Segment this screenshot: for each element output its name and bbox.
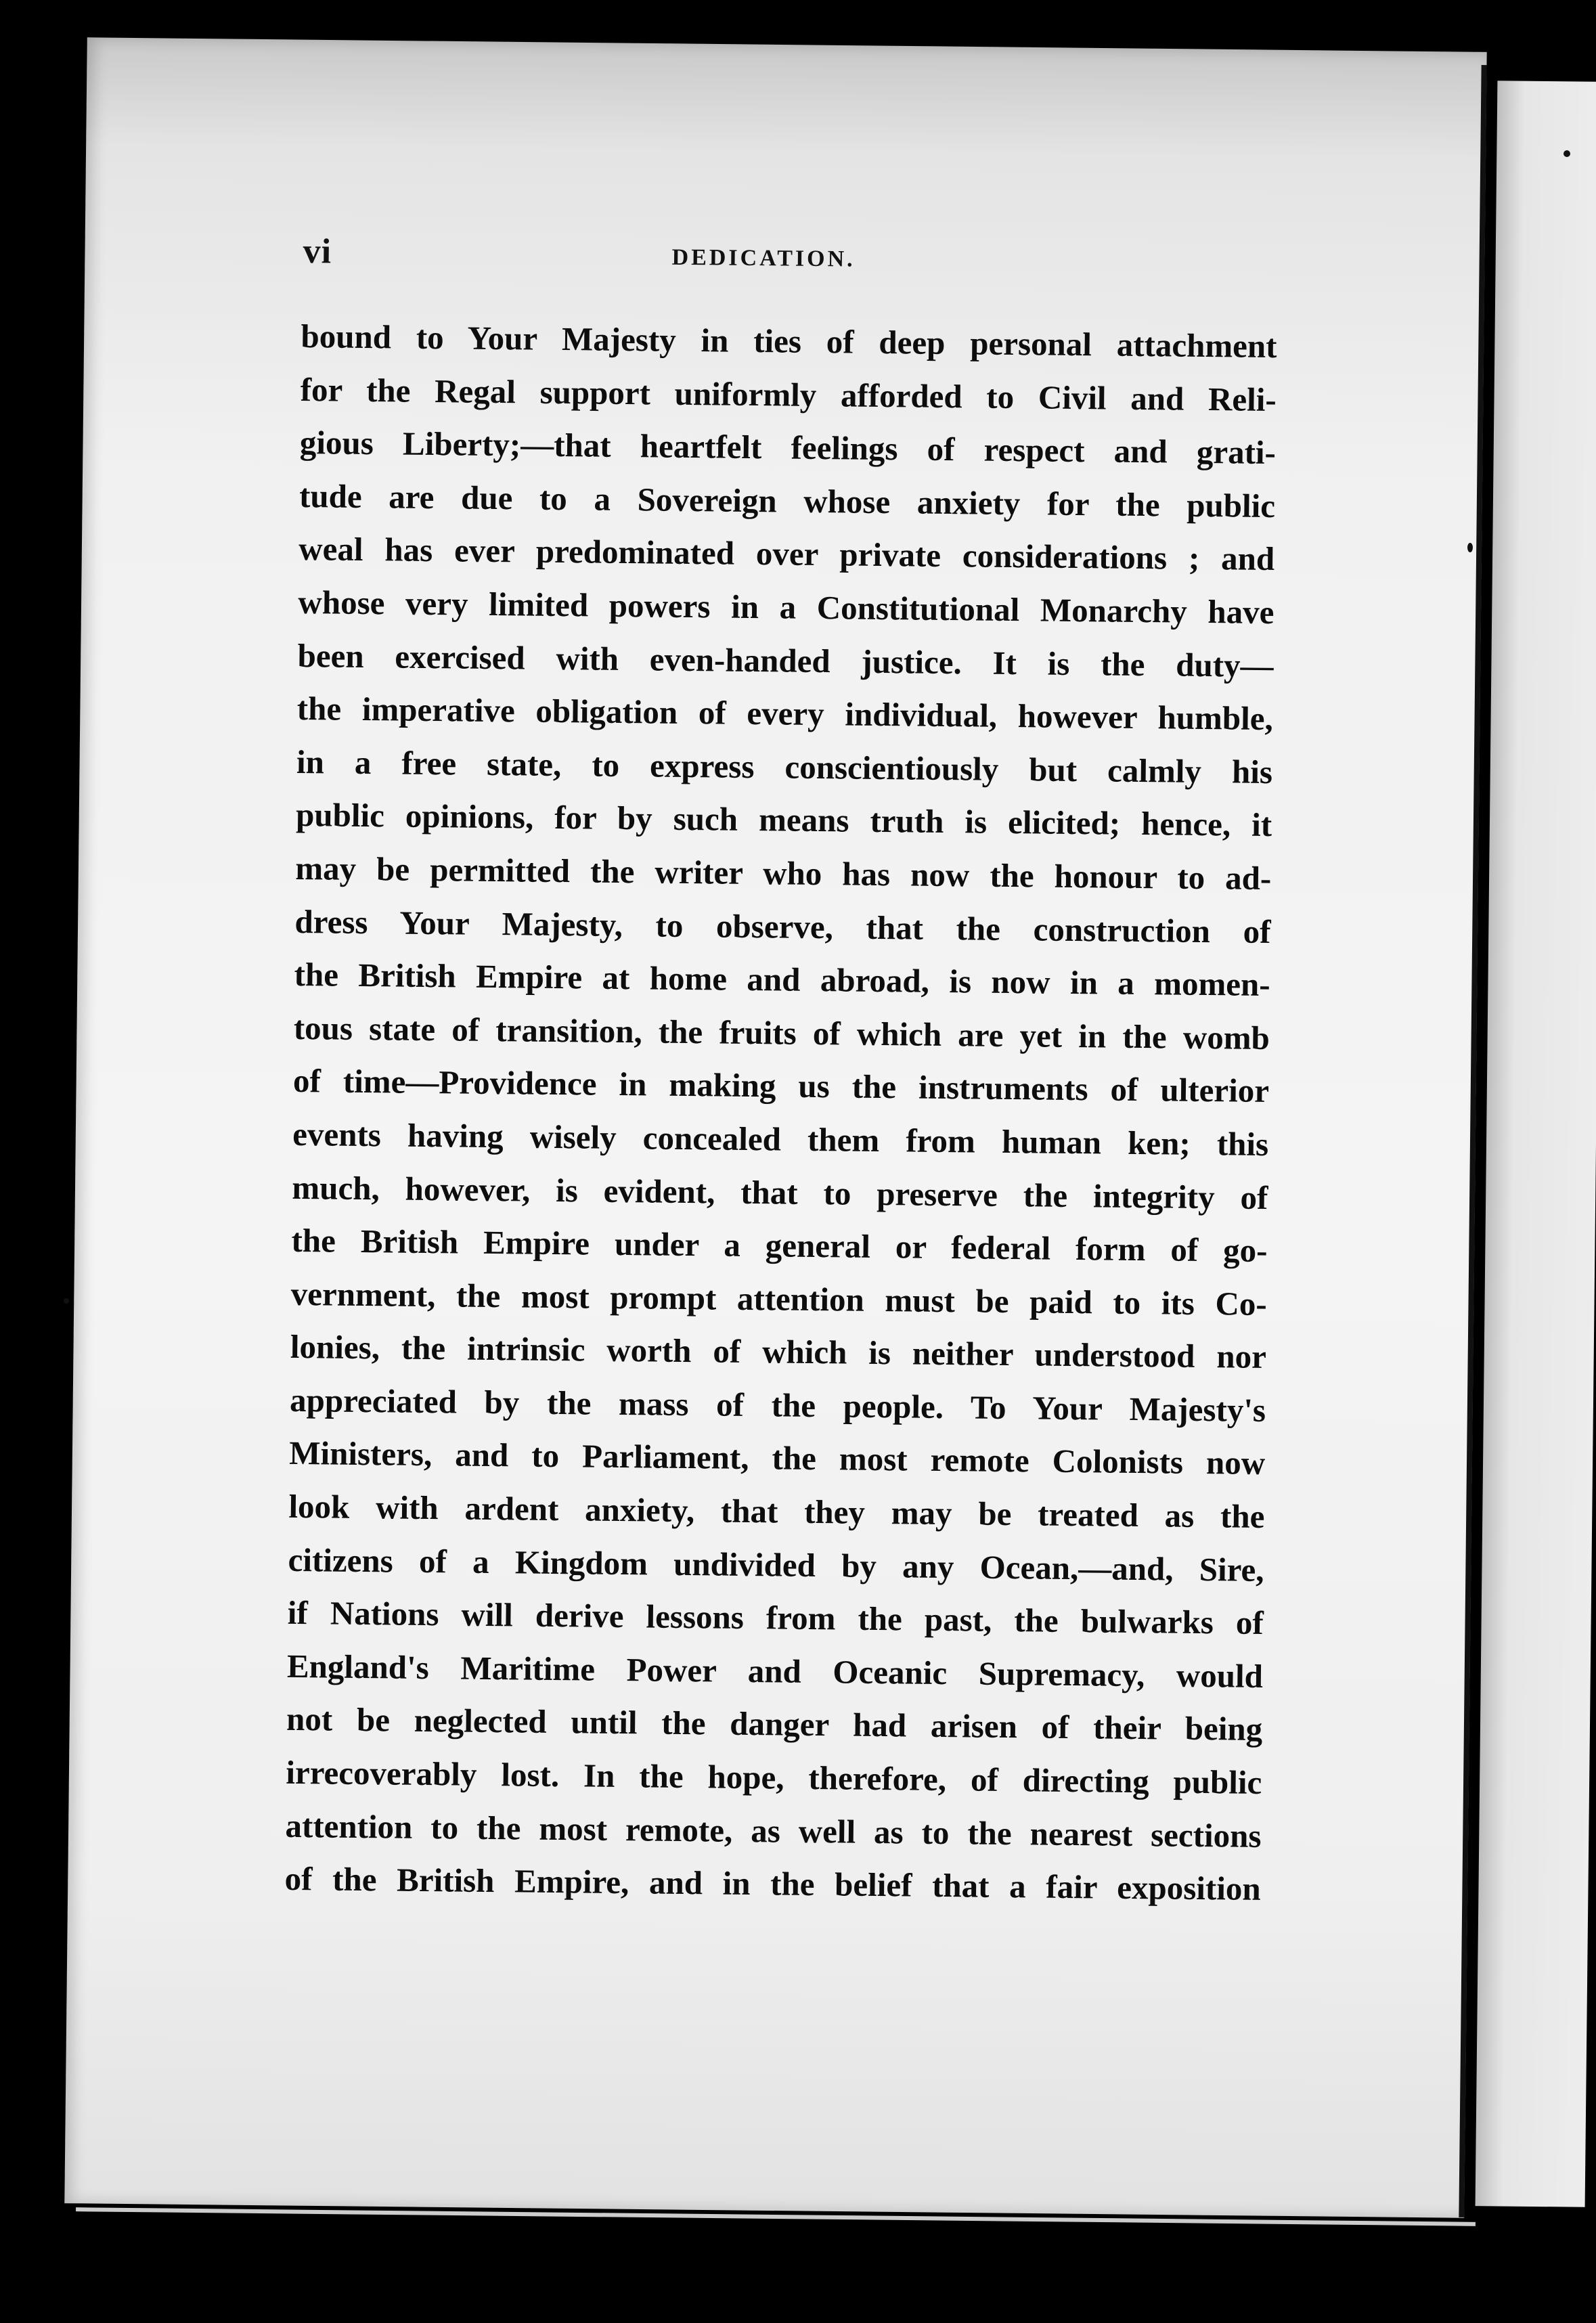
text-line: may be permitted the writer who has now the honour to ad- xyxy=(295,849,1272,897)
page-number: vi xyxy=(303,231,332,271)
text-line: attention to the most remote, as well as to the nearest sections xyxy=(285,1807,1262,1855)
text-line: the imperative obligation of every individual, however humble, xyxy=(296,690,1274,738)
text-line: appreciated by the mass of the people. To Your Majesty's xyxy=(289,1381,1266,1429)
text-line: weal has ever predominated over private considerations ; and xyxy=(298,530,1275,578)
text-line: citizens of a Kingdom undivided by any Ocean,—and, Sire, xyxy=(288,1541,1264,1589)
dust-speck xyxy=(1564,150,1570,157)
text-line: vernment, the most prompt attention must be paid to its Co- xyxy=(290,1275,1267,1323)
dust-speck xyxy=(1467,543,1473,552)
text-line: for the Regal support uniformly afforded to Civil and Reli- xyxy=(300,370,1277,418)
text-line: England's Maritime Power and Oceanic Supremacy, would xyxy=(286,1647,1264,1695)
text-line: gious Liberty;—that heartfelt feelings of respect and grati- xyxy=(299,424,1277,472)
text-line: tude are due to a Sovereign whose anxiety for the public xyxy=(298,477,1276,525)
dedication-body xyxy=(284,310,1277,1916)
text-line: in a free state, to express conscientiously but calmly his xyxy=(296,743,1273,791)
text-line: irrecoverably lost. In the hope, therefore, of directing public xyxy=(286,1753,1262,1802)
text-line: Ministers, and to Parliament, the most remote Colonists now xyxy=(289,1434,1266,1482)
text-line: of the British Empire, and in the belief that a fair exposition xyxy=(284,1860,1261,1908)
text-line: if Nations will derive lessons from the past, the bulwarks of xyxy=(287,1594,1264,1642)
text-line: lonies, the intrinsic worth of which is neither understood nor xyxy=(290,1328,1267,1376)
text-line: look with ardent anxiety, that they may be treated as the xyxy=(288,1487,1265,1536)
text-line: not be neglected until the danger had arisen of their being xyxy=(286,1700,1263,1748)
running-head xyxy=(303,231,1251,303)
text-line: much, however, is evident, that to preserve the integrity of xyxy=(292,1168,1268,1216)
dust-speck xyxy=(64,1298,69,1304)
text-line: tous state of transition, the fruits of which are yet in the womb xyxy=(293,1009,1270,1057)
running-head-title: DEDICATION. xyxy=(671,244,856,272)
text-line: been exercised with even-handed justice. It is the duty— xyxy=(297,636,1274,684)
text-line: public opinions, for by such means truth is elicited; hence, it xyxy=(295,796,1272,844)
text-line: whose very limited powers in a Constitutional Monarchy have xyxy=(298,583,1274,632)
text-line: dress Your Majesty, to observe, that the construction of xyxy=(294,902,1271,950)
text-line: bound to Your Majesty in ties of deep personal attachment xyxy=(301,317,1277,366)
text-line: the British Empire at home and abroad, is now in a momen- xyxy=(294,956,1270,1004)
text-line: of time—Providence in making us the instruments of ulterior xyxy=(292,1062,1270,1110)
text-line: events having wisely concealed them from human ken; this xyxy=(292,1115,1269,1163)
text-line: the British Empire under a general or federal form of go- xyxy=(291,1222,1268,1270)
